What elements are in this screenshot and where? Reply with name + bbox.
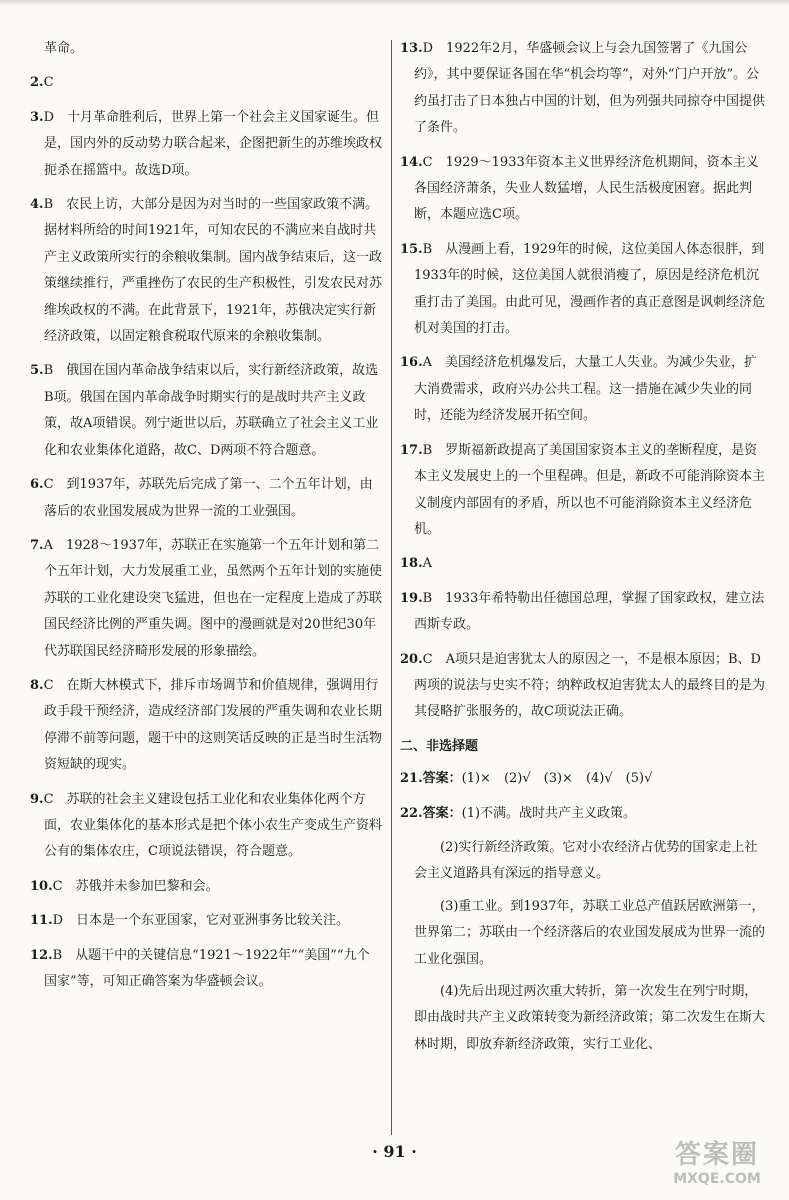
- item-text: C: [43, 75, 54, 91]
- item-text: C 苏联的社会主义建设包括工业化和农业集体化两个方面，农业集体化的基本形式是把个体小农生产变成生产资料公有的集体农庄，C项说法错误，符合题意。: [43, 791, 383, 860]
- item-text: B 从题干中的关键信息“1921～1922年”“美国”“九个国家”等，可知正确答案为华盛顿会议。: [44, 947, 370, 989]
- item-number: 21.: [400, 771, 423, 787]
- item-number: 18.: [400, 556, 423, 572]
- item-text: D 1922年2月，华盛顿会议上与会九国签署了《九国公约》，其中要保证各国在华“机会均等”，对外“门户开放”。公约虽打击了日本独占中国的计划，但为列强共同掠夺中国提供了条件。: [414, 41, 766, 136]
- item-text: B 从漫画上看，1929年的时候，这位美国人体态很胖，到1933年的时候，这位美国人就很消瘦了，原因是经济危机沉重打击了美国。由此可见，漫画作者的真正意图是讽刺经济危机对美国的打击。: [414, 241, 766, 337]
- continued-text: 革命。: [44, 41, 84, 56]
- answer-item-5: [30, 358, 382, 464]
- answer-item-13: [400, 36, 766, 142]
- right-column: [400, 36, 766, 1064]
- answer-item-12: [30, 943, 382, 996]
- item-number: 3.: [30, 109, 44, 125]
- item-number: 17.: [400, 442, 423, 458]
- item-number: 4.: [30, 197, 44, 213]
- answer-22-part-2: (2)实行新经济政策。它对小农经济占优势的国家走上社会主义道路具有深远的指导意义。: [414, 839, 758, 882]
- item-number: 6.: [30, 477, 44, 493]
- answer-label: 答案：: [422, 805, 462, 821]
- item-text: C 在斯大林模式下，排斥市场调节和价值规律，强调用行政手段干预经济，造成经济部门发展的严重失调和农业长期停滞不前等问题，题干中的这则笑话反映的正是当时生活物资短缺的现实。: [43, 677, 383, 773]
- item-number: 10.: [30, 878, 53, 894]
- answer-item-11: [30, 908, 382, 934]
- item-text: B 罗斯福新政提高了美国国家资本主义的垄断程度，是资本主义发展史上的一个里程碑。但是，新政不可能消除资本主义制度内部固有的矛盾，所以也不可能消除资本主义经济危机。: [414, 442, 766, 537]
- item-text: C 苏俄并未参加巴黎和会。: [52, 878, 219, 894]
- answer-22-part-4: (4)先后出现过两次重大转折，第一次发生在列宁时期，即由战时共产主义政策转变为新经济政策；第二次发生在斯大林时期，即放弃新经济政策，实行工业化、: [414, 984, 766, 1052]
- answer-item-19: [400, 586, 766, 639]
- watermark-url: MXQE.COM: [673, 1171, 761, 1187]
- answer-item-22: [400, 801, 766, 827]
- item-text: B 1933年希特勒出任德国总理，掌握了国家政权，建立法西斯专政。: [414, 590, 765, 633]
- item-number: 8.: [30, 677, 44, 693]
- item-number: 15.: [400, 241, 423, 257]
- item-text: D 十月革命胜利后，世界上第一个社会主义国家诞生。但是，国内外的反动势力联合起来，企图把新生的苏维埃政权扼杀在摇篮中。故选D项。: [43, 109, 383, 178]
- item-text: C A项只是迫害犹太人的原因之一，不是根本原因；B、D两项的说法与史实不符；纳粹政权迫害犹太人的最终目的是为其侵略扩张服务的，故C项说法正确。: [414, 651, 766, 720]
- item-number: 12.: [30, 947, 53, 963]
- answer-item-10: [30, 874, 382, 900]
- item-number: 16.: [400, 355, 423, 371]
- column-divider: [391, 40, 392, 1135]
- answer-item-14: [400, 150, 766, 229]
- item-number: 19.: [400, 590, 423, 606]
- answer-item-2: [30, 70, 382, 96]
- answer-item-18: [400, 551, 766, 577]
- answer-22-part-3: (3)重工业。到1937年，苏联工业总产值跃居欧洲第一，世界第二；苏联由一个经济落后的农业国发展成为世界一流的工业化强国。: [414, 898, 766, 967]
- top-edge-shadow: [0, 0, 789, 6]
- item-number: 2.: [30, 75, 44, 91]
- item-number: 13.: [400, 41, 423, 56]
- answer-item-4: [30, 192, 382, 350]
- item-text: C 1929～1933年资本主义世界经济危机期间，资本主义各国经济萧条，失业人数猛增，人民生活极度困窘。据此判断，本题应选C项。: [414, 154, 759, 223]
- answer-item-6: [30, 472, 382, 525]
- item-text: B 俄国在国内革命战争结束以后，实行新经济政策，故选B项。俄国在国内革命战争时期实行的是战时共产主义政策，故A项错误。列宁逝世以后，苏联确立了社会主义工业化和农业集体化道路，故C、D两项不符合题意。: [43, 363, 379, 458]
- item-text: B 农民上访，大部分是因为对当时的一些国家政策不满。据材料所给的时间1921年，可知农民的不满应来自战时共产主义政策所实行的余粮收集制。国内战争结束后，这一政策继续推行，严重挫伤了农民的生产积极性，引发农民对苏维埃政权的不满。在此背景下，1921年，苏俄决定实行新经济政策，以固定粮食税取代原来的余粮收集制。: [43, 197, 383, 345]
- answer-item-8: [30, 673, 382, 779]
- item-text: A 1928～1937年，苏联正在实施第一个五年计划和第二个五年计划，大力发展重工业，虽然两个五年计划的实施使苏联的工业化建设突飞猛进，但也在一定程度上造成了苏联国民经济比例的严重失调。图中的漫画就是对20世纪30年代苏联国民经济畸形发展的形象描绘。: [43, 537, 383, 659]
- item-text: D 日本是一个东亚国家，它对亚洲事务比较关注。: [52, 913, 350, 929]
- answer-label: 答案：: [422, 771, 462, 787]
- page-number: · 91 ·: [372, 1142, 417, 1161]
- answer-item-20: [400, 647, 766, 726]
- answer-item-17: [400, 438, 766, 544]
- item-number: 11.: [30, 913, 53, 929]
- item-number: 9.: [30, 791, 44, 807]
- answer-item-16: [400, 350, 766, 429]
- item-text: (1)× (2)√ (3)× (4)√ (5)√: [461, 771, 653, 787]
- answer-item-9: [30, 787, 382, 866]
- item-number: 20.: [400, 651, 423, 667]
- answer-item-7: [30, 533, 382, 665]
- left-column: [30, 36, 382, 1003]
- item-text: A: [422, 556, 433, 572]
- answer-item-21: [400, 766, 766, 792]
- item-text: A 美国经济危机爆发后，大量工人失业。为减少失业，扩大消费需求，政府兴办公共工程。这一措施在减少失业的同时，还能为经济发展开拓空间。: [414, 355, 758, 424]
- item-number: 14.: [400, 154, 423, 170]
- section-title: 二、非选择题: [400, 738, 479, 754]
- watermark-text: 答案圈: [674, 1140, 759, 1170]
- item-number: 5.: [30, 363, 44, 379]
- watermark-logo: [657, 1140, 777, 1198]
- answer-item-3: [30, 105, 382, 184]
- item-number: 22.: [400, 805, 423, 821]
- item-text: C 到1937年，苏联先后完成了第一、二个五年计划，由落后的农业国发展成为世界一流的工业强国。: [43, 477, 373, 519]
- item-number: 7.: [30, 537, 44, 553]
- answer-item-15: [400, 237, 766, 343]
- item-text: (1)不满。战时共产主义政策。: [461, 805, 637, 821]
